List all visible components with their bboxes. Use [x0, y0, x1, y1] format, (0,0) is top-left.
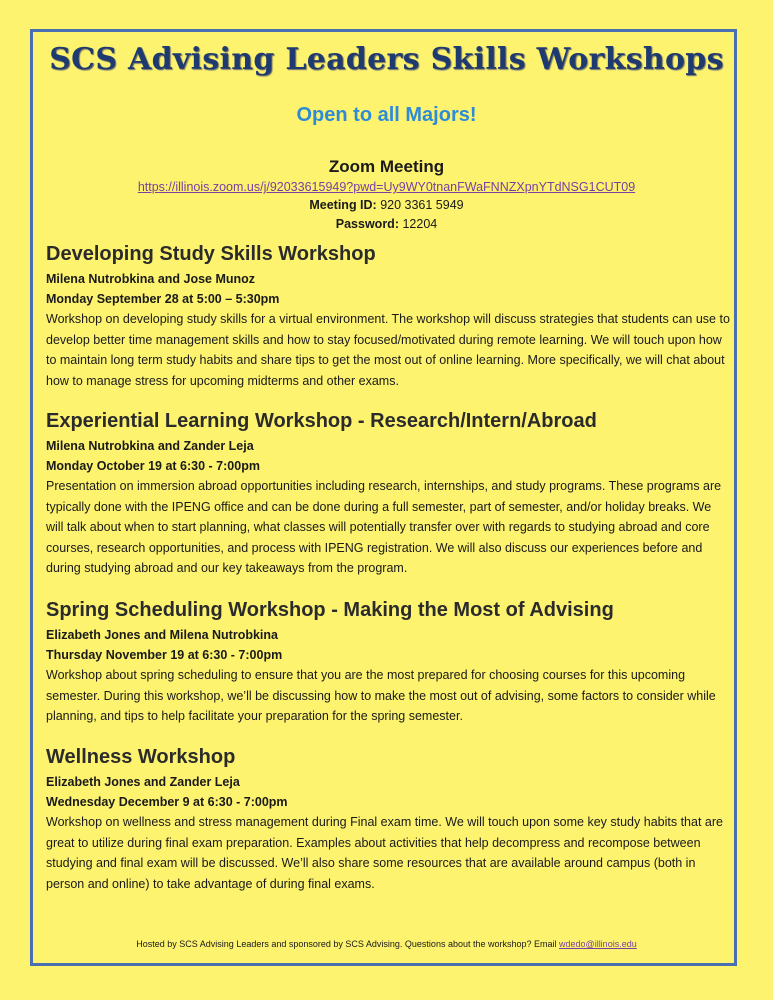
- password-line: [0, 215, 773, 234]
- workshop-description: Presentation on immersion abroad opportunities including research, internships, and study programs. These programs are typically done with the IPENG office and can be done during a full semester, part of semester, and/or holiday breaks. We will talk about when to start planning, what classes will potentially transfer over with regards to studying abroad and core courses, research opportunities, and process with IPENG registration. We will also discuss our experiences before and during studying abroad and our key takeaways from the program.: [46, 479, 722, 575]
- workshop-description: Workshop on developing study skills for a virtual environment. The workshop will discuss strategies that students can use to develop better time management skills and how to stay focused/motivated during remote learning. We will touch upon how to maintain long term study habits and share tips to get the most out of online learning. More specifically, we will chat about how to manage stress for upcoming midterms and other exams.: [46, 312, 730, 388]
- footer: [0, 939, 773, 949]
- workshop-presenters: Elizabeth Jones and Zander Leja: [46, 775, 240, 789]
- workshop-spring-scheduling: [46, 597, 732, 727]
- workshop-presenters: Milena Nutrobkina and Jose Munoz: [46, 272, 256, 286]
- password-label: Password:: [335, 217, 399, 231]
- workshop-datetime: Thursday November 19 at 6:30 - 7:00pm: [46, 648, 283, 662]
- workshop-wellness: [46, 744, 732, 894]
- footer-text: Hosted by SCS Advising Leaders and sponsored by SCS Advising. Questions about the workshop? Email: [136, 939, 557, 949]
- workshop-datetime: Monday September 28 at 5:00 – 5:30pm: [46, 292, 280, 306]
- workshop-presenters: Milena Nutrobkina and Zander Leja: [46, 439, 254, 453]
- meeting-id-value: 920 3361 5949: [380, 198, 464, 212]
- workshop-study-skills: [46, 241, 732, 391]
- zoom-heading: Zoom Meeting: [328, 157, 445, 176]
- workshop-title: Spring Scheduling Workshop - Making the Most of Advising: [46, 599, 614, 621]
- zoom-info: [0, 156, 773, 234]
- meeting-id-line: [0, 196, 773, 215]
- workshop-datetime: Wednesday December 9 at 6:30 - 7:00pm: [46, 795, 288, 809]
- meeting-id-label: Meeting ID:: [309, 198, 377, 212]
- workshop-datetime: Monday October 19 at 6:30 - 7:00pm: [46, 459, 260, 473]
- password-value: 12204: [402, 217, 438, 231]
- workshop-description: Workshop on wellness and stress management during Final exam time. We will touch upon some key study habits that are great to utilize during final exam preparation. Examples about activities that help decompress and recompose between studying and final exam will be discussed. We’ll also share some resources that are available around campus (both in person and online) to take advantage of during final exams.: [46, 815, 723, 891]
- page-subtitle: Open to all Majors!: [296, 104, 477, 126]
- workshop-title: Wellness Workshop: [46, 746, 236, 768]
- workshop-description: Workshop about spring scheduling to ensure that you are the most prepared for choosing courses for this upcoming semester. During this workshop, we’ll be discussing how to make the most out of advising, some factors to consider while planning, and tips to help facilitate your preparation for the spring semester.: [46, 668, 716, 723]
- workshop-title: Experiential Learning Workshop - Research/Intern/Abroad: [46, 410, 597, 432]
- workshop-experiential-learning: [46, 408, 732, 579]
- footer-email-link[interactable]: wdedo@illinois.edu: [559, 939, 637, 949]
- workshop-title: Developing Study Skills Workshop: [46, 243, 376, 265]
- page-title: SCS Advising Leaders Skills Workshops: [49, 42, 724, 77]
- workshop-presenters: Elizabeth Jones and Milena Nutrobkina: [46, 628, 278, 642]
- zoom-link[interactable]: https://illinois.zoom.us/j/92033615949?pwd=Uy9WY0tnanFWaFNNZXpnYTdNSG1CUT09: [137, 180, 636, 194]
